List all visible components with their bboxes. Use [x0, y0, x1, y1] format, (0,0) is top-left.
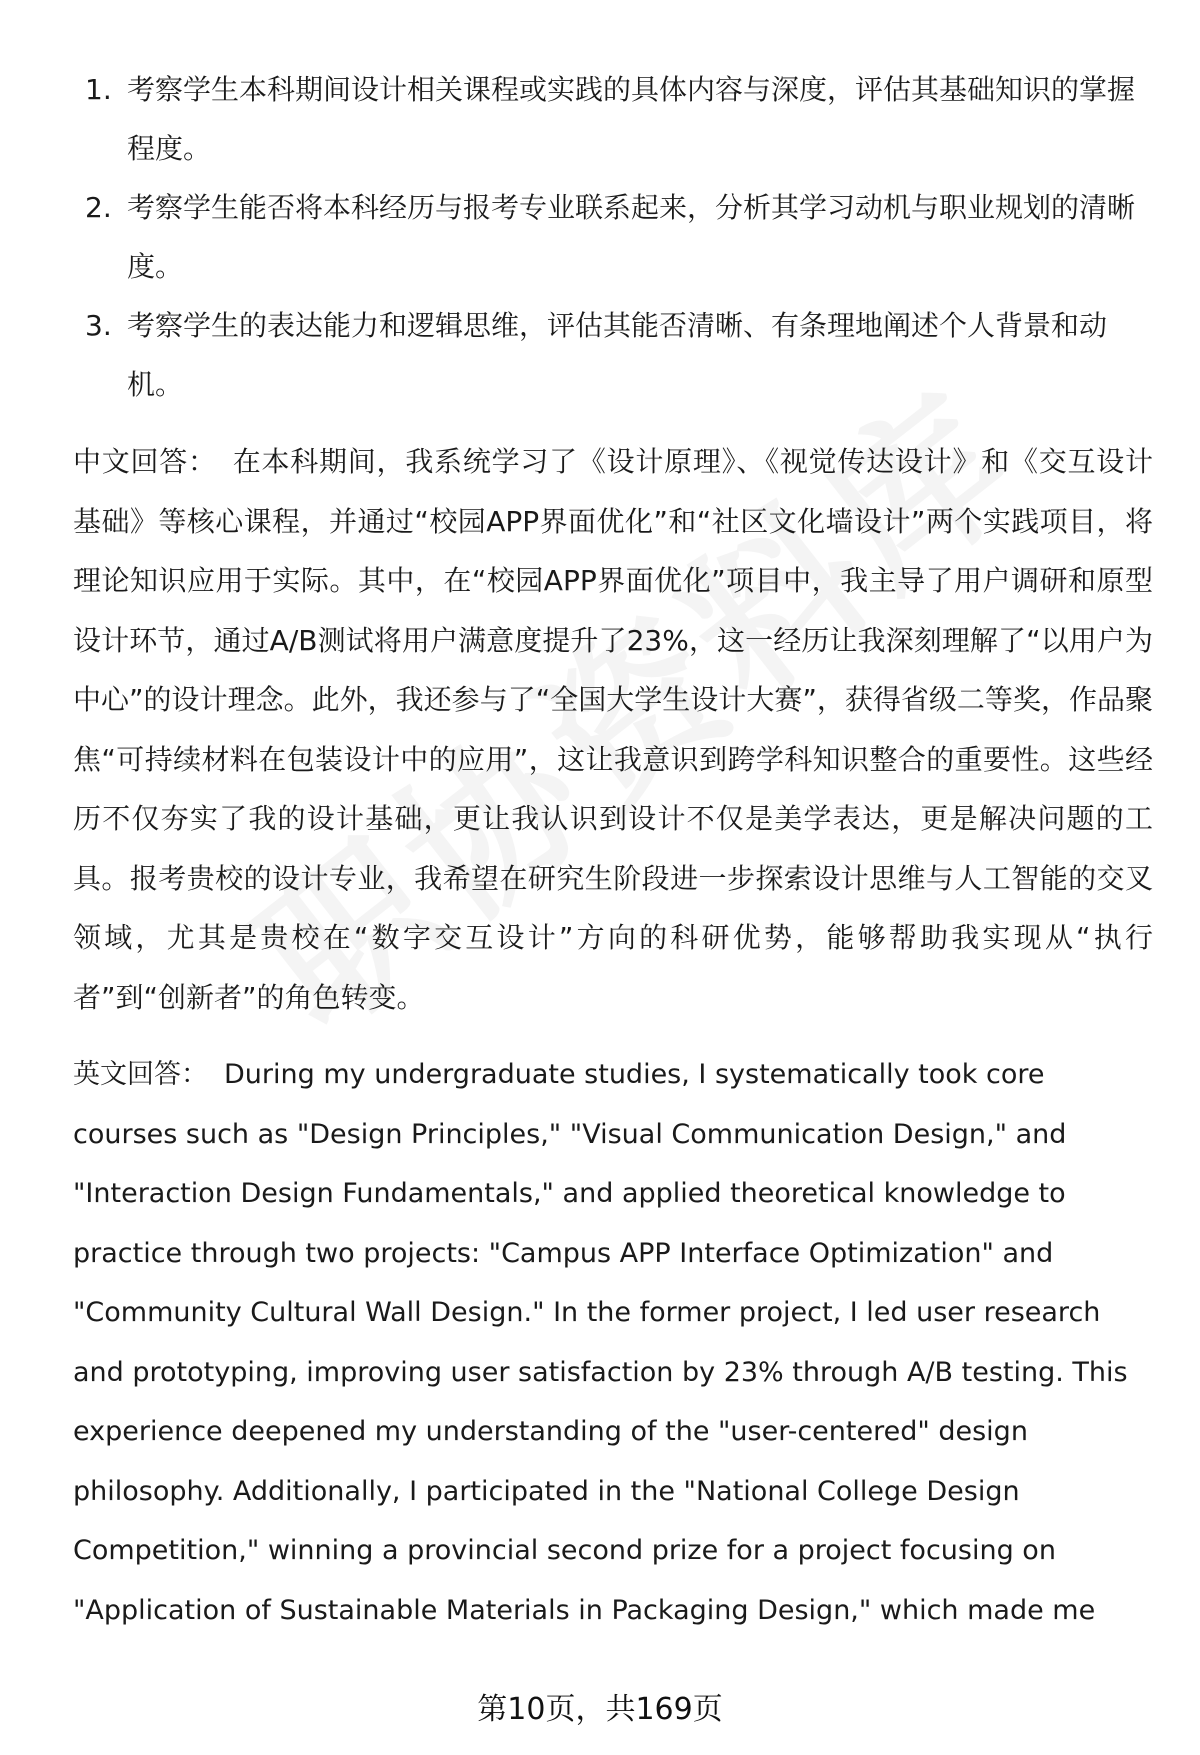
english-answer-paragraph: [73, 1045, 1153, 1640]
document-page: [73, 60, 1153, 1658]
list-item-number: 1.: [85, 73, 112, 106]
page-number-footer: 第10页，共169页: [477, 1692, 723, 1727]
list-item: [73, 60, 1153, 178]
list-item-text: 考察学生能否将本科经历与报考专业联系起来，分析其学习动机与职业规划的清晰度。: [127, 191, 1136, 283]
list-item: [73, 178, 1153, 296]
chinese-answer-label: 中文回答：: [73, 445, 217, 478]
english-answer-text: During my undergraduate studies, I systematically took core courses such as "Design Principles," "Visual Communication Design," and "Interaction Design Fundamentals," and applied theoretical knowledge to practice through two projects: "Campus APP Interface Optimization" and "Community Cultural Wall Design." In the former project, I led user research and prototyping, improving user satisfaction by 23% through A/B testing. This experience deepened my understanding of the "user-centered" design philosophy. Additionally, I participated in the "National College Design Competition," winning a provincial second prize for a project focusing on "Application of Sustainable Materials in Packaging Design," which made me: [73, 1059, 1128, 1626]
english-answer-label: 英文回答：: [73, 1059, 208, 1090]
list-item-text: 考察学生的表达能力和逻辑思维，评估其能否清晰、有条理地阐述个人背景和动机。: [127, 309, 1108, 401]
list-item: [73, 296, 1153, 414]
list-item-number: 2.: [85, 191, 112, 224]
chinese-answer-text: 在本科期间，我系统学习了《设计原理》、《视觉传达设计》和《交互设计基础》等核心课程，并通过“校园APP界面优化”和“社区文化墙设计”两个实践项目，将理论知识应用于实际。其中，在“校园APP界面优化”项目中，我主导了用户调研和原型设计环节，通过A/B测试将用户满意度提升了23%，这一经历让我深刻理解了“以用户为中心”的设计理念。此外，我还参与了“全国大学生设计大赛”，获得省级二等奖，作品聚焦“可持续材料在包装设计中的应用”，这让我意识到跨学科知识整合的重要性。这些经历不仅夯实了我的设计基础，更让我认识到设计不仅是美学表达，更是解决问题的工具。报考贵校的设计专业，我希望在研究生阶段进一步探索设计思维与人工智能的交叉领域，尤其是贵校在“数字交互设计”方向的科研优势，能够帮助我实现从“执行者”到“创新者”的角色转变。: [73, 445, 1153, 1014]
chinese-answer-paragraph: [73, 432, 1153, 1027]
list-item-number: 3.: [85, 309, 112, 342]
list-item-text: 考察学生本科期间设计相关课程或实践的具体内容与深度，评估其基础知识的掌握程度。: [127, 73, 1136, 165]
evaluation-criteria-list: [73, 60, 1153, 414]
